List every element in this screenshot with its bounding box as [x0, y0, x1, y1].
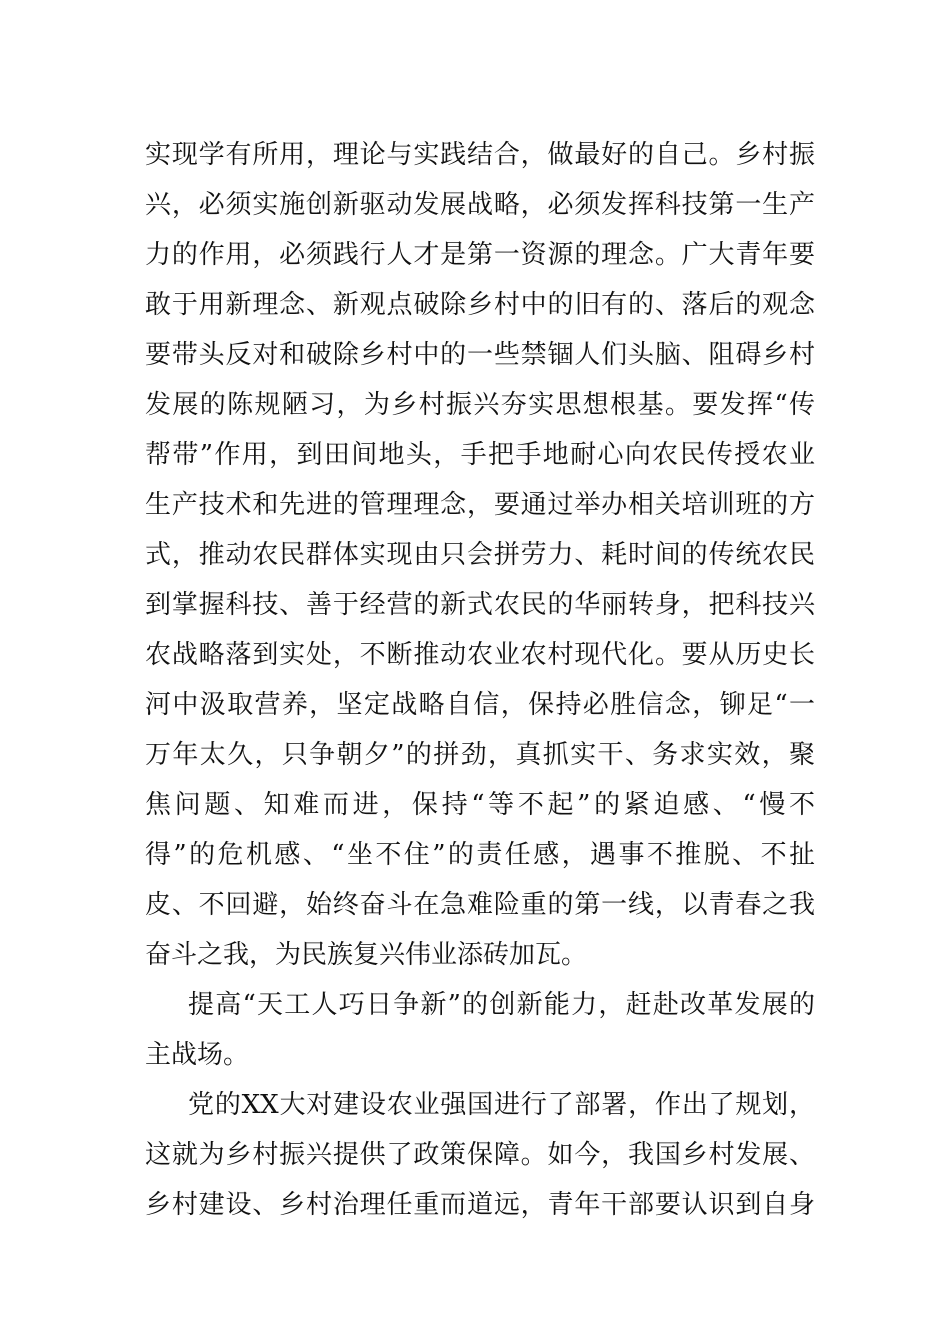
text-line: 力的作用，必须践行人才是第一资源的理念。广大青年要 [145, 240, 815, 270]
text-line: 乡村建设、乡村治理任重而道远，青年干部要认识到自身 [145, 1190, 815, 1220]
text-line: 河中汲取营养，坚定战略自信，保持必胜信念，铆足“一 [145, 690, 815, 720]
text-line: 敢于用新理念、新观点破除乡村中的旧有的、落后的观念 [145, 290, 815, 320]
paragraph-2 [145, 980, 815, 1080]
text-line: 这就为乡村振兴提供了政策保障。如今，我国乡村发展、 [145, 1140, 815, 1170]
text-line: 帮带”作用，到田间地头，手把手地耐心向农民传授农业 [145, 440, 815, 470]
text-line: 生产技术和先进的管理理念，要通过举办相关培训班的方 [145, 490, 815, 520]
text-line: 式，推动农民群体实现由只会拼劳力、耗时间的传统农民 [145, 540, 815, 570]
text-line: 党的XX大对建设农业强国进行了部署，作出了规划， [188, 1090, 815, 1120]
text-line: 兴，必须实施创新驱动发展战略，必须发挥科技第一生产 [145, 190, 815, 220]
text-line: 到掌握科技、善于经营的新式农民的华丽转身，把科技兴 [145, 590, 815, 620]
paragraph-3 [145, 1080, 815, 1230]
text-line: 万年太久，只争朝夕”的拼劲，真抓实干、务求实效，聚 [145, 740, 815, 770]
text-line: 焦问题、知难而进，保持“等不起”的紧迫感、“慢不 [145, 790, 815, 820]
text-line: 实现学有所用，理论与实践结合，做最好的自己。乡村振 [145, 140, 815, 170]
text-line: 要带头反对和破除乡村中的一些禁锢人们头脑、阻碍乡村 [145, 340, 815, 370]
text-line: 得”的危机感、“坐不住”的责任感，遇事不推脱、不扯 [145, 840, 815, 870]
text-line: 皮、不回避，始终奋斗在急难险重的第一线，以青春之我 [145, 890, 815, 920]
paragraph-1 [145, 130, 815, 980]
text-line: 农战略落到实处，不断推动农业农村现代化。要从历史长 [145, 640, 815, 670]
text-line: 主战场。 [145, 1040, 250, 1070]
text-line: 提高“天工人巧日争新”的创新能力，赶赴改革发展的 [188, 990, 815, 1020]
text-line: 奋斗之我，为民族复兴伟业添砖加瓦。 [145, 940, 588, 970]
document-body [145, 130, 815, 1230]
text-line: 发展的陈规陋习，为乡村振兴夯实思想根基。要发挥“传 [145, 390, 815, 420]
